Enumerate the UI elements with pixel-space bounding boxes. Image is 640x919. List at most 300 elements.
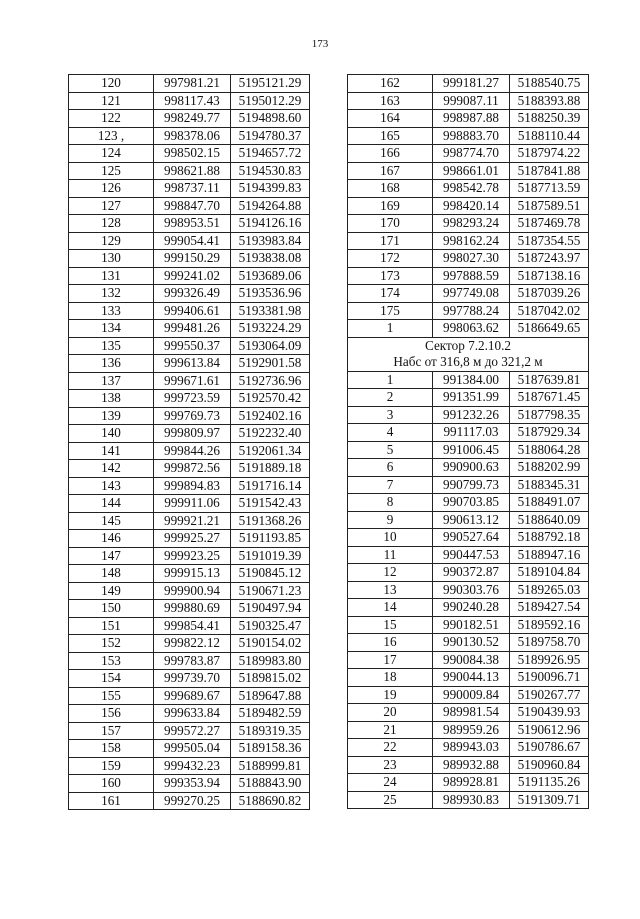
table-row: [69, 530, 310, 548]
x-coordinate: 999822.12: [154, 635, 231, 653]
sector-subtitle-row: [348, 354, 589, 371]
table-row: [348, 599, 589, 617]
table-row: [69, 180, 310, 198]
point-number: 13: [348, 581, 433, 599]
x-coordinate: 998117.43: [154, 92, 231, 110]
table-row: [69, 285, 310, 303]
point-number: 159: [69, 757, 154, 775]
table-row: [69, 617, 310, 635]
point-number: 152: [69, 635, 154, 653]
x-coordinate: 991006.45: [433, 441, 510, 459]
x-coordinate: 998883.70: [433, 127, 510, 145]
table-row: [69, 250, 310, 268]
y-coordinate: 5186649.65: [510, 320, 589, 338]
point-number: 135: [69, 337, 154, 355]
y-coordinate: 5188491.07: [510, 494, 589, 512]
point-number: 25: [348, 791, 433, 809]
table-row: [69, 547, 310, 565]
y-coordinate: 5188540.75: [510, 75, 589, 93]
x-coordinate: 998162.24: [433, 232, 510, 250]
table-row: [348, 494, 589, 512]
point-number: 11: [348, 546, 433, 564]
point-number: 157: [69, 722, 154, 740]
x-coordinate: 990182.51: [433, 616, 510, 634]
table-row: [69, 705, 310, 723]
table-row: [69, 687, 310, 705]
point-number: 144: [69, 495, 154, 513]
y-coordinate: 5189319.35: [231, 722, 310, 740]
table-row: [69, 495, 310, 513]
y-coordinate: 5193224.29: [231, 320, 310, 338]
point-number: 130: [69, 250, 154, 268]
y-coordinate: 5190325.47: [231, 617, 310, 635]
y-coordinate: 5189647.88: [231, 687, 310, 705]
table-row: [348, 564, 589, 582]
table-row: [69, 75, 310, 93]
point-number: 140: [69, 425, 154, 443]
table-row: [348, 250, 589, 268]
x-coordinate: 989981.54: [433, 704, 510, 722]
x-coordinate: 998249.77: [154, 110, 231, 128]
y-coordinate: 5187841.88: [510, 162, 589, 180]
x-coordinate: 999550.37: [154, 337, 231, 355]
point-number: 167: [348, 162, 433, 180]
y-coordinate: 5188393.88: [510, 92, 589, 110]
point-number: 10: [348, 529, 433, 547]
table-row: [348, 110, 589, 128]
point-number: 142: [69, 460, 154, 478]
y-coordinate: 5189983.80: [231, 652, 310, 670]
y-coordinate: 5187671.45: [510, 389, 589, 407]
y-coordinate: 5194657.72: [231, 145, 310, 163]
x-coordinate: 998378.06: [154, 127, 231, 145]
x-coordinate: 998502.15: [154, 145, 231, 163]
y-coordinate: 5189758.70: [510, 634, 589, 652]
y-coordinate: 5187243.97: [510, 250, 589, 268]
x-coordinate: 998661.01: [433, 162, 510, 180]
x-coordinate: 990240.28: [433, 599, 510, 617]
sector-subtitle: Набс от 316,8 м до 321,2 м: [348, 354, 589, 371]
table-row: [69, 215, 310, 233]
x-coordinate: 998737.11: [154, 180, 231, 198]
y-coordinate: 5190439.93: [510, 704, 589, 722]
y-coordinate: 5192061.34: [231, 442, 310, 460]
table-row: [348, 669, 589, 687]
y-coordinate: 5189482.59: [231, 705, 310, 723]
y-coordinate: 5188843.90: [231, 775, 310, 793]
x-coordinate: 998027.30: [433, 250, 510, 268]
x-coordinate: 989959.26: [433, 721, 510, 739]
point-number: 121: [69, 92, 154, 110]
point-number: 133: [69, 302, 154, 320]
table-row: [348, 267, 589, 285]
point-number: 175: [348, 302, 433, 320]
y-coordinate: 5191135.26: [510, 774, 589, 792]
y-coordinate: 5194126.16: [231, 215, 310, 233]
y-coordinate: 5194399.83: [231, 180, 310, 198]
x-coordinate: 999854.41: [154, 617, 231, 635]
x-coordinate: 998774.70: [433, 145, 510, 163]
x-coordinate: 990009.84: [433, 686, 510, 704]
x-coordinate: 999181.27: [433, 75, 510, 93]
y-coordinate: 5193381.98: [231, 302, 310, 320]
point-number: 127: [69, 197, 154, 215]
x-coordinate: 989943.03: [433, 739, 510, 757]
x-coordinate: 998293.24: [433, 215, 510, 233]
y-coordinate: 5188110.44: [510, 127, 589, 145]
table-row: [69, 565, 310, 583]
x-coordinate: 997981.21: [154, 75, 231, 93]
y-coordinate: 5191193.85: [231, 530, 310, 548]
point-number: 3: [348, 406, 433, 424]
y-coordinate: 5190267.77: [510, 686, 589, 704]
x-coordinate: 990799.73: [433, 476, 510, 494]
y-coordinate: 5194780.37: [231, 127, 310, 145]
point-number: 132: [69, 285, 154, 303]
point-number: 15: [348, 616, 433, 634]
point-number: 128: [69, 215, 154, 233]
table-row: [348, 424, 589, 442]
point-number: 169: [348, 197, 433, 215]
x-coordinate: 999270.25: [154, 792, 231, 810]
x-coordinate: 999353.94: [154, 775, 231, 793]
y-coordinate: 5191716.14: [231, 477, 310, 495]
y-coordinate: 5191368.26: [231, 512, 310, 530]
point-number: 147: [69, 547, 154, 565]
point-number: 123 ,: [69, 127, 154, 145]
y-coordinate: 5188792.18: [510, 529, 589, 547]
point-number: 122: [69, 110, 154, 128]
point-number: 155: [69, 687, 154, 705]
y-coordinate: 5194530.83: [231, 162, 310, 180]
point-number: 5: [348, 441, 433, 459]
x-coordinate: 999505.04: [154, 740, 231, 758]
x-coordinate: 999087.11: [433, 92, 510, 110]
y-coordinate: 5187138.16: [510, 267, 589, 285]
table-row: [348, 285, 589, 303]
table-row: [348, 92, 589, 110]
point-number: 14: [348, 599, 433, 617]
point-number: 20: [348, 704, 433, 722]
table-row: [69, 635, 310, 653]
point-number: 145: [69, 512, 154, 530]
table-row: [348, 739, 589, 757]
y-coordinate: 5187713.59: [510, 180, 589, 198]
point-number: 23: [348, 756, 433, 774]
x-coordinate: 999739.70: [154, 670, 231, 688]
x-coordinate: 999481.26: [154, 320, 231, 338]
y-coordinate: 5193983.84: [231, 232, 310, 250]
x-coordinate: 999923.25: [154, 547, 231, 565]
x-coordinate: 998542.78: [433, 180, 510, 198]
point-number: 153: [69, 652, 154, 670]
point-number: 126: [69, 180, 154, 198]
table-row: [348, 459, 589, 477]
y-coordinate: 5195012.29: [231, 92, 310, 110]
table-row: [348, 511, 589, 529]
table-row: [348, 634, 589, 652]
point-number: 160: [69, 775, 154, 793]
x-coordinate: 999894.83: [154, 477, 231, 495]
table-row: [348, 546, 589, 564]
point-number: 166: [348, 145, 433, 163]
point-number: 143: [69, 477, 154, 495]
y-coordinate: 5190612.96: [510, 721, 589, 739]
table-row: [348, 75, 589, 93]
y-coordinate: 5190671.23: [231, 582, 310, 600]
y-coordinate: 5193536.96: [231, 285, 310, 303]
point-number: 165: [348, 127, 433, 145]
point-number: 174: [348, 285, 433, 303]
y-coordinate: 5191309.71: [510, 791, 589, 809]
y-coordinate: 5187469.78: [510, 215, 589, 233]
table-row: [348, 162, 589, 180]
point-number: 21: [348, 721, 433, 739]
x-coordinate: 999432.23: [154, 757, 231, 775]
x-coordinate: 990130.52: [433, 634, 510, 652]
x-coordinate: 999900.94: [154, 582, 231, 600]
point-number: 149: [69, 582, 154, 600]
table-row: [348, 651, 589, 669]
table-row: [69, 722, 310, 740]
point-number: 18: [348, 669, 433, 687]
table-row: [69, 582, 310, 600]
y-coordinate: 5187589.51: [510, 197, 589, 215]
y-coordinate: 5187974.22: [510, 145, 589, 163]
table-row: [348, 581, 589, 599]
y-coordinate: 5192901.58: [231, 355, 310, 373]
table-row: [69, 127, 310, 145]
y-coordinate: 5192232.40: [231, 425, 310, 443]
table-row: [348, 320, 589, 338]
table-row: [348, 704, 589, 722]
point-number: 1: [348, 320, 433, 338]
table-row: [348, 529, 589, 547]
point-number: 22: [348, 739, 433, 757]
y-coordinate: 5192736.96: [231, 372, 310, 390]
point-number: 7: [348, 476, 433, 494]
x-coordinate: 990703.85: [433, 494, 510, 512]
table-row: [69, 670, 310, 688]
y-coordinate: 5191542.43: [231, 495, 310, 513]
table-row: [69, 197, 310, 215]
table-row: [348, 302, 589, 320]
x-coordinate: 998621.88: [154, 162, 231, 180]
point-number: 156: [69, 705, 154, 723]
point-number: 134: [69, 320, 154, 338]
y-coordinate: 5188250.39: [510, 110, 589, 128]
y-coordinate: 5189427.54: [510, 599, 589, 617]
table-row: [69, 425, 310, 443]
point-number: 24: [348, 774, 433, 792]
table-row: [348, 389, 589, 407]
y-coordinate: 5188640.09: [510, 511, 589, 529]
table-row: [348, 616, 589, 634]
point-number: 141: [69, 442, 154, 460]
y-coordinate: 5189926.95: [510, 651, 589, 669]
table-row: [348, 145, 589, 163]
point-number: 172: [348, 250, 433, 268]
x-coordinate: 997749.08: [433, 285, 510, 303]
table-row: [69, 460, 310, 478]
table-row: [348, 476, 589, 494]
table-row: [69, 775, 310, 793]
point-number: 139: [69, 407, 154, 425]
table-row: [69, 792, 310, 810]
y-coordinate: 5191889.18: [231, 460, 310, 478]
table-row: [69, 267, 310, 285]
point-number: 154: [69, 670, 154, 688]
x-coordinate: 999150.29: [154, 250, 231, 268]
x-coordinate: 990527.64: [433, 529, 510, 547]
y-coordinate: 5188999.81: [231, 757, 310, 775]
y-coordinate: 5189158.36: [231, 740, 310, 758]
y-coordinate: 5187354.55: [510, 232, 589, 250]
y-coordinate: 5187039.26: [510, 285, 589, 303]
y-coordinate: 5189815.02: [231, 670, 310, 688]
y-coordinate: 5190960.84: [510, 756, 589, 774]
table-row: [69, 757, 310, 775]
point-number: 170: [348, 215, 433, 233]
x-coordinate: 999915.13: [154, 565, 231, 583]
x-coordinate: 991384.00: [433, 371, 510, 389]
point-number: 129: [69, 232, 154, 250]
y-coordinate: 5189104.84: [510, 564, 589, 582]
point-number: 120: [69, 75, 154, 93]
table-row: [69, 302, 310, 320]
point-number: 161: [69, 792, 154, 810]
table-row: [69, 92, 310, 110]
table-row: [69, 372, 310, 390]
x-coordinate: 998953.51: [154, 215, 231, 233]
point-number: 151: [69, 617, 154, 635]
y-coordinate: 5190845.12: [231, 565, 310, 583]
table-row: [69, 320, 310, 338]
x-coordinate: 989930.83: [433, 791, 510, 809]
table-row: [69, 355, 310, 373]
table-row: [348, 232, 589, 250]
x-coordinate: 998063.62: [433, 320, 510, 338]
y-coordinate: 5190786.67: [510, 739, 589, 757]
x-coordinate: 999241.02: [154, 267, 231, 285]
table-row: [69, 600, 310, 618]
y-coordinate: 5192402.16: [231, 407, 310, 425]
point-number: 164: [348, 110, 433, 128]
table-row: [69, 390, 310, 408]
y-coordinate: 5188064.28: [510, 441, 589, 459]
y-coordinate: 5189592.16: [510, 616, 589, 634]
x-coordinate: 999689.67: [154, 687, 231, 705]
x-coordinate: 997888.59: [433, 267, 510, 285]
table-row: [69, 740, 310, 758]
table-row: [69, 652, 310, 670]
point-number: 2: [348, 389, 433, 407]
point-number: 124: [69, 145, 154, 163]
x-coordinate: 990613.12: [433, 511, 510, 529]
point-number: 17: [348, 651, 433, 669]
y-coordinate: 5192570.42: [231, 390, 310, 408]
y-coordinate: 5189265.03: [510, 581, 589, 599]
point-number: 163: [348, 92, 433, 110]
point-number: 148: [69, 565, 154, 583]
table-row: [348, 197, 589, 215]
table-row: [348, 756, 589, 774]
y-coordinate: 5187798.35: [510, 406, 589, 424]
table-row: [69, 512, 310, 530]
y-coordinate: 5194898.60: [231, 110, 310, 128]
point-number: 1: [348, 371, 433, 389]
point-number: 125: [69, 162, 154, 180]
sector-title: Сектор 7.2.10.2: [348, 337, 589, 354]
y-coordinate: 5188947.16: [510, 546, 589, 564]
table-row: [348, 686, 589, 704]
table-row: [69, 145, 310, 163]
x-coordinate: 999921.21: [154, 512, 231, 530]
coordinates-table-left: [68, 74, 310, 810]
y-coordinate: 5193689.06: [231, 267, 310, 285]
x-coordinate: 998847.70: [154, 197, 231, 215]
x-coordinate: 999769.73: [154, 407, 231, 425]
y-coordinate: 5193064.09: [231, 337, 310, 355]
point-number: 131: [69, 267, 154, 285]
x-coordinate: 998987.88: [433, 110, 510, 128]
table-row: [69, 477, 310, 495]
y-coordinate: 5193838.08: [231, 250, 310, 268]
table-row: [69, 162, 310, 180]
point-number: 9: [348, 511, 433, 529]
point-number: 138: [69, 390, 154, 408]
table-row: [348, 180, 589, 198]
table-row: [69, 232, 310, 250]
table-row: [348, 791, 589, 809]
point-number: 150: [69, 600, 154, 618]
x-coordinate: 999844.26: [154, 442, 231, 460]
point-number: 12: [348, 564, 433, 582]
table-row: [348, 371, 589, 389]
x-coordinate: 999406.61: [154, 302, 231, 320]
y-coordinate: 5187042.02: [510, 302, 589, 320]
x-coordinate: 991117.03: [433, 424, 510, 442]
y-coordinate: 5191019.39: [231, 547, 310, 565]
x-coordinate: 997788.24: [433, 302, 510, 320]
table-row: [348, 774, 589, 792]
point-number: 158: [69, 740, 154, 758]
point-number: 137: [69, 372, 154, 390]
table-row: [348, 215, 589, 233]
point-number: 168: [348, 180, 433, 198]
point-number: 146: [69, 530, 154, 548]
table-row: [69, 442, 310, 460]
page-number: 173: [311, 38, 329, 50]
coordinates-table-right: [347, 74, 589, 809]
point-number: 19: [348, 686, 433, 704]
x-coordinate: 999633.84: [154, 705, 231, 723]
x-coordinate: 990372.87: [433, 564, 510, 582]
y-coordinate: 5188202.99: [510, 459, 589, 477]
x-coordinate: 999911.06: [154, 495, 231, 513]
x-coordinate: 990447.53: [433, 546, 510, 564]
x-coordinate: 999054.41: [154, 232, 231, 250]
y-coordinate: 5195121.29: [231, 75, 310, 93]
x-coordinate: 999880.69: [154, 600, 231, 618]
table-row: [348, 406, 589, 424]
x-coordinate: 989932.88: [433, 756, 510, 774]
x-coordinate: 990044.13: [433, 669, 510, 687]
x-coordinate: 999671.61: [154, 372, 231, 390]
point-number: 162: [348, 75, 433, 93]
table-row: [348, 721, 589, 739]
point-number: 8: [348, 494, 433, 512]
